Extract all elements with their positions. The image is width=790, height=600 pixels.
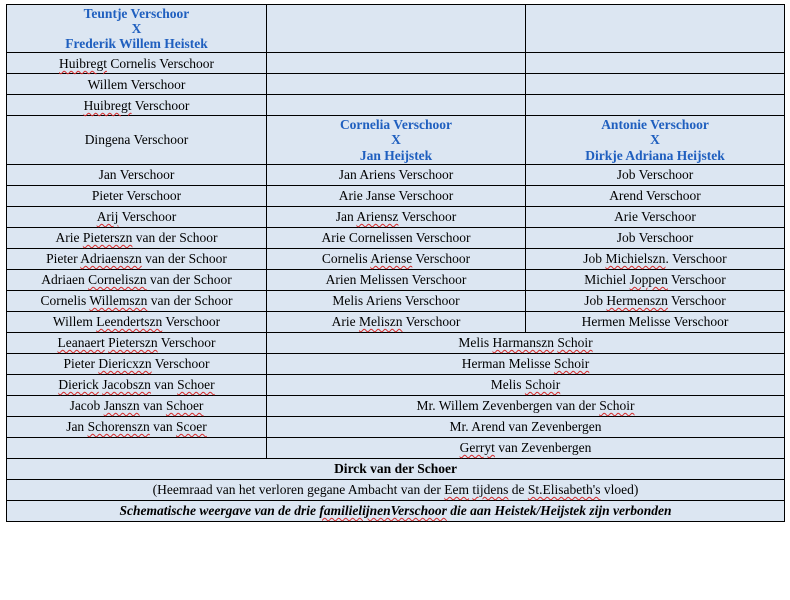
ancestor-name: Job Michielszn. Verschoor (526, 248, 785, 269)
ancestor-name: Pieter Diericxzn Verschoor (7, 353, 267, 374)
blank-cell (526, 74, 785, 95)
ancestor-name-merged: Herman Melisse Schoir (267, 353, 785, 374)
ancestor-name: Arie Meliszn Verschoor (267, 311, 526, 332)
table-row (7, 332, 785, 353)
ancestor-name: Leanaert Pieterszn Verschoor (7, 332, 267, 353)
ancestor-name: Melis Ariens Verschoor (267, 290, 526, 311)
family-header-col2-line3: Jan Heijstek (359, 147, 433, 163)
table-row (7, 437, 785, 458)
ancestor-name: Arien Melissen Verschoor (267, 269, 526, 290)
family-header-col2-line2: X (391, 132, 401, 148)
blank-cell (267, 95, 526, 116)
table-row (7, 269, 785, 290)
ancestor-name-merged: Mr. Willem Zevenbergen van der Schoir (267, 395, 785, 416)
family-header-col2 (267, 116, 526, 164)
progenitor-name: Dirck van der Schoer (7, 458, 785, 479)
table-row (7, 311, 785, 332)
family-header-col1-line2: X (131, 21, 142, 37)
ancestor-name: Arij Verschoor (7, 206, 267, 227)
table-row (7, 290, 785, 311)
table-row (7, 416, 785, 437)
blank-cell (267, 53, 526, 74)
table-row (7, 95, 785, 116)
ancestor-name: Cornelis Ariense Verschoor (267, 248, 526, 269)
family-header-col3-line2: X (650, 132, 660, 148)
ancestor-name: Jan Verschoor (7, 164, 267, 185)
table-row (7, 164, 785, 185)
genealogy-table (6, 4, 785, 522)
table-row (7, 227, 785, 248)
diagram-caption: Schematische weergave van de drie familielijnenVerschoor die aan Heistek/Heijstek zijn verbonden (7, 500, 785, 521)
ancestor-name: Willem Leendertszn Verschoor (7, 311, 267, 332)
ancestor-name: Arie Cornelissen Verschoor (267, 227, 526, 248)
ancestor-name: Adriaen Corneliszn van der Schoor (7, 269, 267, 290)
ancestor-name: Hermen Melisse Verschoor (526, 311, 785, 332)
ancestor-name: Pieter Adriaenszn van der Schoor (7, 248, 267, 269)
ancestor-name: Dingena Verschoor (7, 116, 267, 164)
ancestor-name: Jacob Janszn van Schoer (7, 395, 267, 416)
empty-cell (7, 437, 267, 458)
family-header-col3-line1: Antonie Verschoor (601, 117, 709, 133)
ancestor-name: Willem Verschoor (7, 74, 267, 95)
ancestor-name: Huibregt Verschoor (7, 95, 267, 116)
table-row (7, 374, 785, 395)
table-row (7, 53, 785, 74)
table-row-footer-desc (7, 479, 785, 500)
table-row (7, 185, 785, 206)
ancestor-name: Arie Pieterszn van der Schoor (7, 227, 267, 248)
ancestor-name: Jan Ariensz Verschoor (267, 206, 526, 227)
family-header-col1 (7, 5, 267, 53)
ancestor-name-merged: Mr. Arend van Zevenbergen (267, 416, 785, 437)
ancestor-name-merged: Melis Schoir (267, 374, 785, 395)
table-row (7, 248, 785, 269)
ancestor-name: Dierick Jacobszn van Schoer (7, 374, 267, 395)
ancestor-name: Jan Ariens Verschoor (267, 164, 526, 185)
blank-cell (267, 74, 526, 95)
ancestor-name: Michiel Joppen Verschoor (526, 269, 785, 290)
ancestor-name: Cornelis Willemszn van der Schoor (7, 290, 267, 311)
ancestor-name: Job Verschoor (526, 164, 785, 185)
table-row (7, 74, 785, 95)
family-header-col1-line3: Frederik Willem Heistek (65, 36, 208, 52)
ancestor-name: Pieter Verschoor (7, 185, 267, 206)
table-row (7, 353, 785, 374)
ancestor-name: Arie Verschoor (526, 206, 785, 227)
blank-cell (526, 5, 785, 53)
table-row-caption (7, 500, 785, 521)
family-header-col1-line1: Teuntje Verschoor (83, 6, 190, 21)
progenitor-description: (Heemraad van het verloren gegane Ambacht van der Eem tijdens de St.Elisabeth's vloed) (7, 479, 785, 500)
table-row-footer-name (7, 458, 785, 479)
table-row (7, 206, 785, 227)
family-header-col2-line1: Cornelia Verschoor (339, 117, 453, 133)
ancestor-name: Huibregt Cornelis Verschoor (7, 53, 267, 74)
ancestor-name: Jan Schorenszn van Scoer (7, 416, 267, 437)
ancestor-name-merged: Melis Harmanszn Schoir (267, 332, 785, 353)
blank-cell (526, 53, 785, 74)
ancestor-name-merged: Gerryt van Zevenbergen (267, 437, 785, 458)
family-header-col3-line3: Dirkje Adriana Heijstek (585, 147, 725, 163)
family-header-col3 (526, 116, 785, 164)
ancestor-name: Job Hermenszn Verschoor (526, 290, 785, 311)
table-row-header-col1 (7, 5, 785, 53)
table-row (7, 395, 785, 416)
ancestor-name: Arie Janse Verschoor (267, 185, 526, 206)
table-row (7, 116, 785, 164)
ancestor-name: Arend Verschoor (526, 185, 785, 206)
blank-cell (526, 95, 785, 116)
blank-cell (267, 5, 526, 53)
ancestor-name: Job Verschoor (526, 227, 785, 248)
